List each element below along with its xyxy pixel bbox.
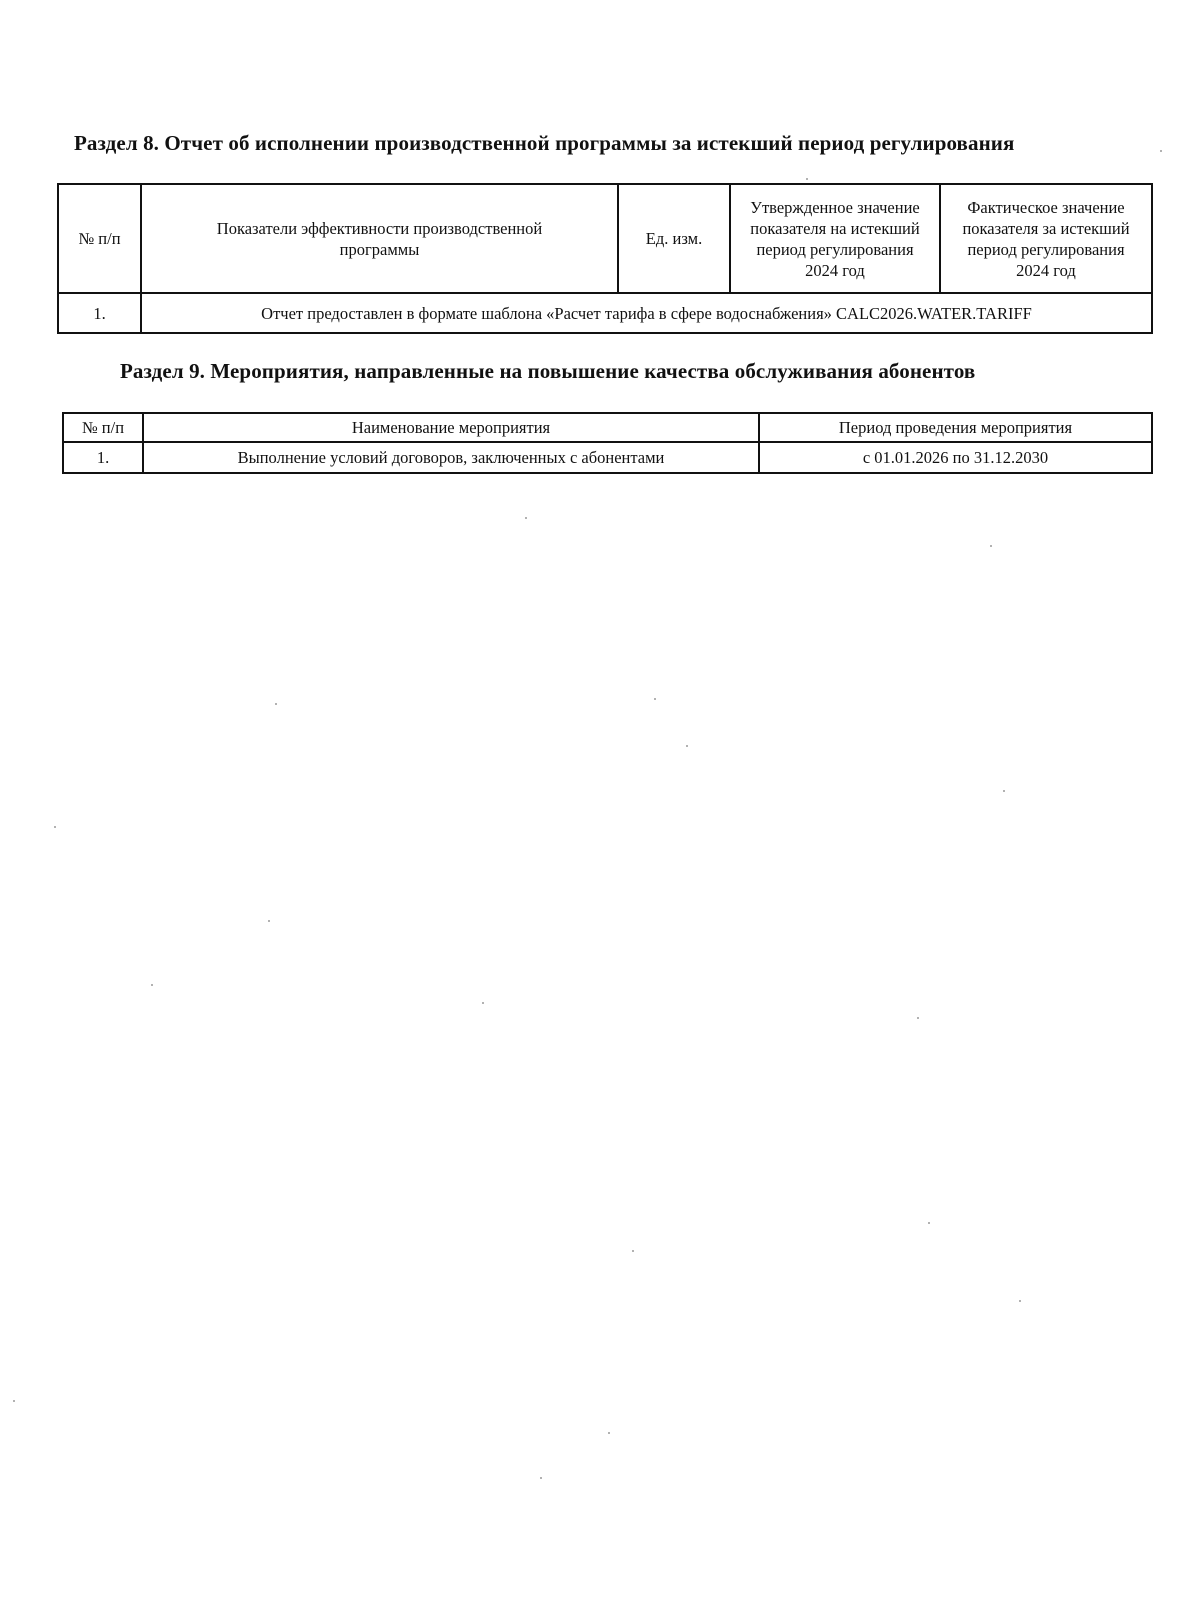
header-activity-period: Период проведения мероприятия bbox=[759, 413, 1152, 442]
scan-speck bbox=[268, 920, 270, 922]
section-9-title: Раздел 9. Мероприятия, направленные на повышение качества обслуживания абонентов bbox=[120, 359, 976, 383]
table-row bbox=[63, 442, 1152, 473]
scan-speck bbox=[806, 178, 808, 180]
table-row bbox=[58, 293, 1152, 333]
scan-speck bbox=[54, 826, 56, 828]
header-num: № п/п bbox=[63, 413, 143, 442]
header-indicator: Показатели эффективности производственной программы bbox=[141, 184, 618, 293]
scan-speck bbox=[1019, 1300, 1021, 1302]
row-num: 1. bbox=[58, 293, 141, 333]
scan-speck bbox=[632, 1250, 634, 1252]
scan-speck bbox=[275, 703, 277, 705]
header-approved-value: Утвержденное значение показателя на истекший период регулирования 2024 год bbox=[730, 184, 940, 293]
scan-speck bbox=[1003, 790, 1005, 792]
scan-speck bbox=[917, 1017, 919, 1019]
table-header-row bbox=[58, 184, 1152, 293]
scan-speck bbox=[928, 1222, 930, 1224]
header-actual-value: Фактическое значение показателя за истекший период регулирования 2024 год bbox=[940, 184, 1152, 293]
scan-speck bbox=[1160, 150, 1162, 152]
section-8-title: Раздел 8. Отчет об исполнении производственной программы за истекший период регулирования bbox=[74, 131, 1015, 155]
scan-speck bbox=[990, 545, 992, 547]
scan-speck bbox=[540, 1477, 542, 1479]
scan-speck bbox=[525, 517, 527, 519]
scan-speck bbox=[608, 1432, 610, 1434]
scan-speck bbox=[686, 745, 688, 747]
scan-speck bbox=[151, 984, 153, 986]
scan-speck bbox=[654, 698, 656, 700]
row-activity-name: Выполнение условий договоров, заключенных с абонентами bbox=[143, 442, 759, 473]
row-num: 1. bbox=[63, 442, 143, 473]
header-activity-name: Наименование мероприятия bbox=[143, 413, 759, 442]
scan-speck bbox=[482, 1002, 484, 1004]
header-unit: Ед. изм. bbox=[618, 184, 730, 293]
section-8-table bbox=[57, 183, 1153, 334]
section-9-table bbox=[62, 412, 1153, 474]
scan-speck bbox=[13, 1400, 15, 1402]
row-activity-period: с 01.01.2026 по 31.12.2030 bbox=[759, 442, 1152, 473]
header-num: № п/п bbox=[58, 184, 141, 293]
table-header-row bbox=[63, 413, 1152, 442]
row-report-text: Отчет предоставлен в формате шаблона «Расчет тарифа в сфере водоснабжения» CALC2026.WATER.TARIFF bbox=[141, 293, 1152, 333]
